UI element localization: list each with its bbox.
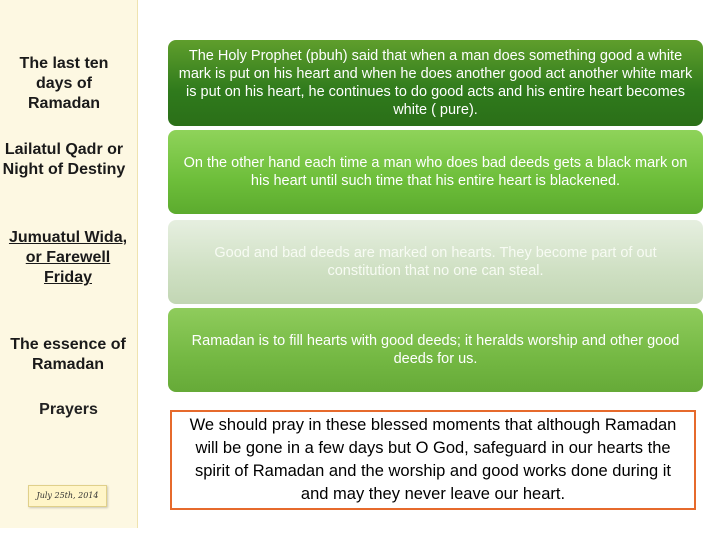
content-card-fill-hearts — [168, 308, 703, 392]
content-card-hearts — [168, 220, 703, 304]
content-card-good-deeds — [168, 40, 703, 126]
prayer-note-box — [170, 410, 696, 510]
sidebar-item-prayers[interactable]: Prayers — [39, 401, 98, 418]
card-text: On the other hand each time a man who does bad deeds gets a black mark on his heart until such time that his entire heart is blackened. — [183, 155, 688, 189]
date-label: July 25th, 2014 — [28, 485, 107, 507]
card-text: Good and bad deeds are marked on hearts. They become part of out constitution that no one can steal. — [214, 245, 657, 279]
card-text: The Holy Prophet (pbuh) said that when a man does something good a white mark is put on his heart and when he does another good act another white mark is put on his heart, he continues to do good acts and his entire heart becomes white ( pure). — [178, 48, 693, 118]
sidebar-item-jumuatul-wida[interactable]: Jumuatul Wida, or Farewell Friday — [8, 229, 128, 286]
sidebar-item-essence-of-ramadan[interactable]: The essence of Ramadan — [10, 336, 126, 373]
sidebar-item-last-ten-days[interactable]: The last ten days of Ramadan — [19, 55, 109, 112]
sidebar-item-lailatul-qadr[interactable]: Lailatul Qadr or Night of Destiny — [2, 141, 126, 178]
content-card-bad-deeds — [168, 130, 703, 214]
note-text: We should pray in these blessed moments that although Ramadan will be gone in a few days but O God, safeguard in our hearts the spirit of Ramadan and the worship and good works done during it and may they never leave our heart. — [189, 416, 677, 503]
card-text: Ramadan is to fill hearts with good deeds; it heralds worship and other good deeds for us. — [191, 333, 680, 367]
